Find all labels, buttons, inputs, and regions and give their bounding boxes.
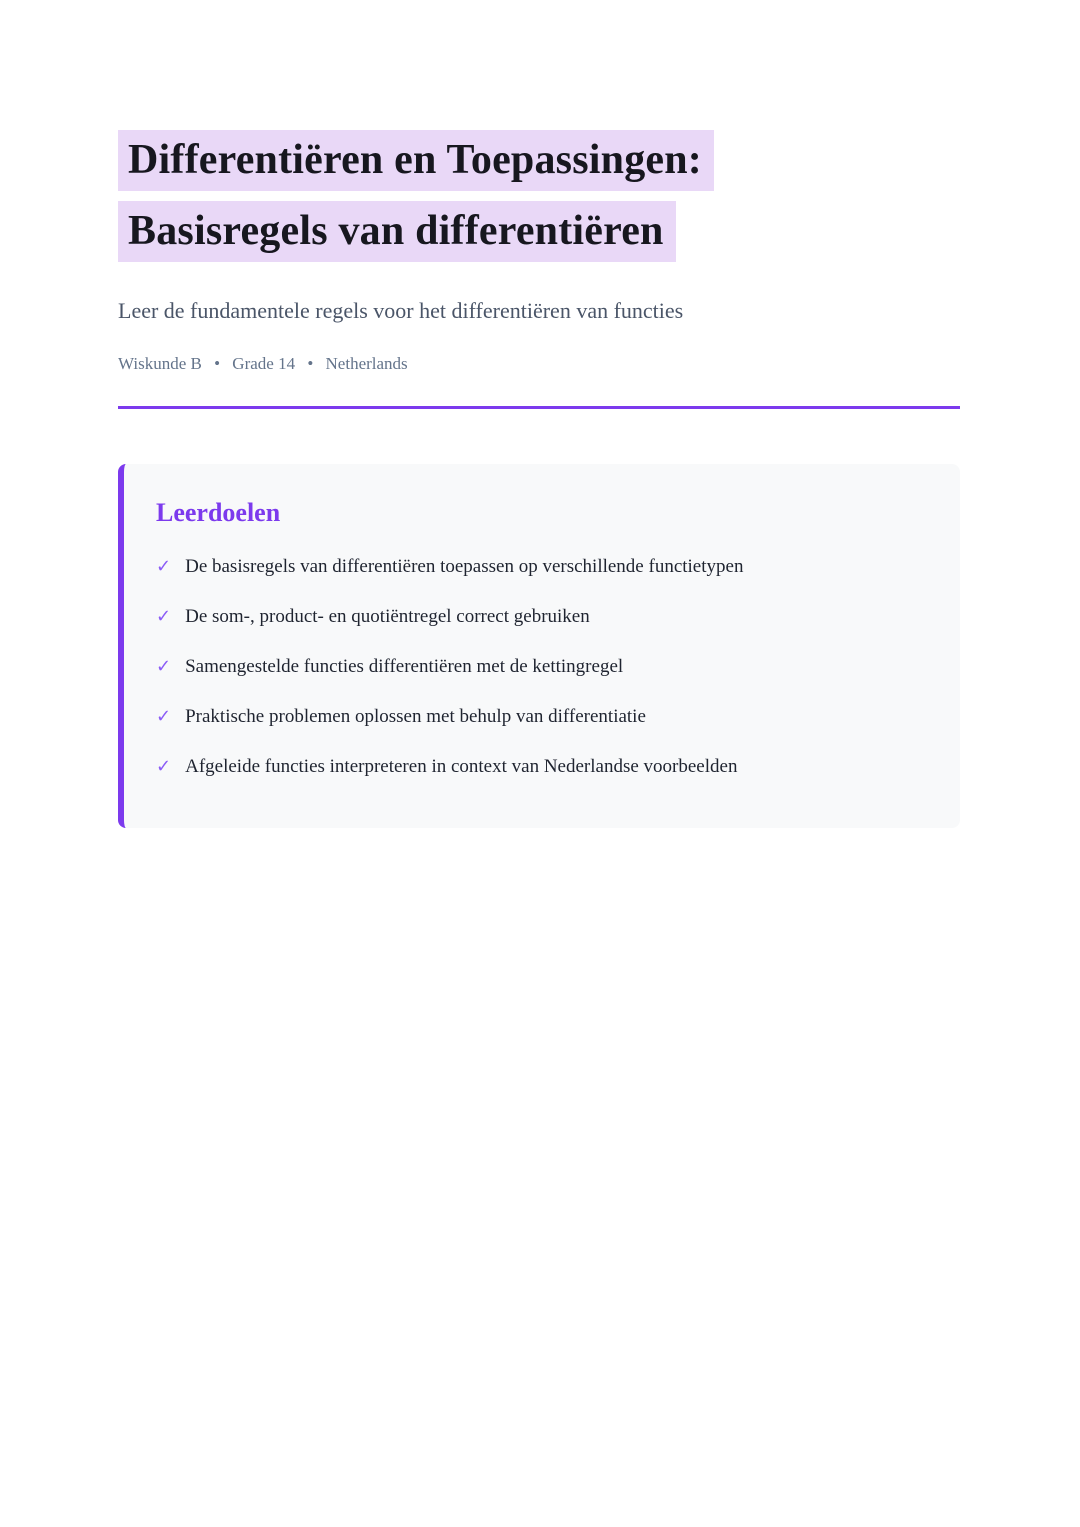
goal-text: Praktische problemen oplossen met behulp van differentiatie (185, 706, 646, 727)
checkmark-icon: ✓ (156, 656, 172, 677)
page-subtitle: Leer de fundamentele regels voor het differentiëren van functies (118, 298, 684, 323)
list-item (156, 556, 920, 578)
list-item (156, 706, 920, 728)
learning-goals-list (156, 556, 920, 778)
checkmark-icon: ✓ (156, 706, 172, 727)
list-item (156, 756, 920, 778)
goal-text: Samengestelde functies differentiëren met de kettingregel (185, 656, 624, 677)
meta-separator: • (214, 354, 221, 373)
checkmark-icon: ✓ (156, 756, 172, 777)
meta-separator: • (307, 354, 314, 373)
checkmark-icon: ✓ (156, 556, 172, 577)
goal-text: Afgeleide functies interpreteren in context van Nederlandse voorbeelden (185, 756, 738, 777)
learning-goals-heading: Leerdoelen (156, 498, 281, 527)
meta-line (118, 354, 960, 374)
checkmark-icon: ✓ (156, 606, 172, 627)
page-title-line-2: Basisregels van differentiëren (118, 201, 676, 262)
list-item (156, 606, 920, 628)
goal-text: De som-, product- en quotiëntregel correct gebruiken (185, 606, 590, 627)
goal-text: De basisregels van differentiëren toepassen op verschillende functietypen (185, 556, 744, 577)
page-title-line-1: Differentiëren en Toepassingen: (118, 130, 714, 191)
meta-country: Netherlands (325, 354, 408, 373)
meta-grade: Grade 14 (232, 354, 296, 373)
meta-subject: Wiskunde B (118, 354, 202, 373)
section-divider (118, 406, 960, 409)
page-title (118, 130, 960, 272)
learning-goals-card (118, 464, 960, 828)
list-item (156, 656, 920, 678)
